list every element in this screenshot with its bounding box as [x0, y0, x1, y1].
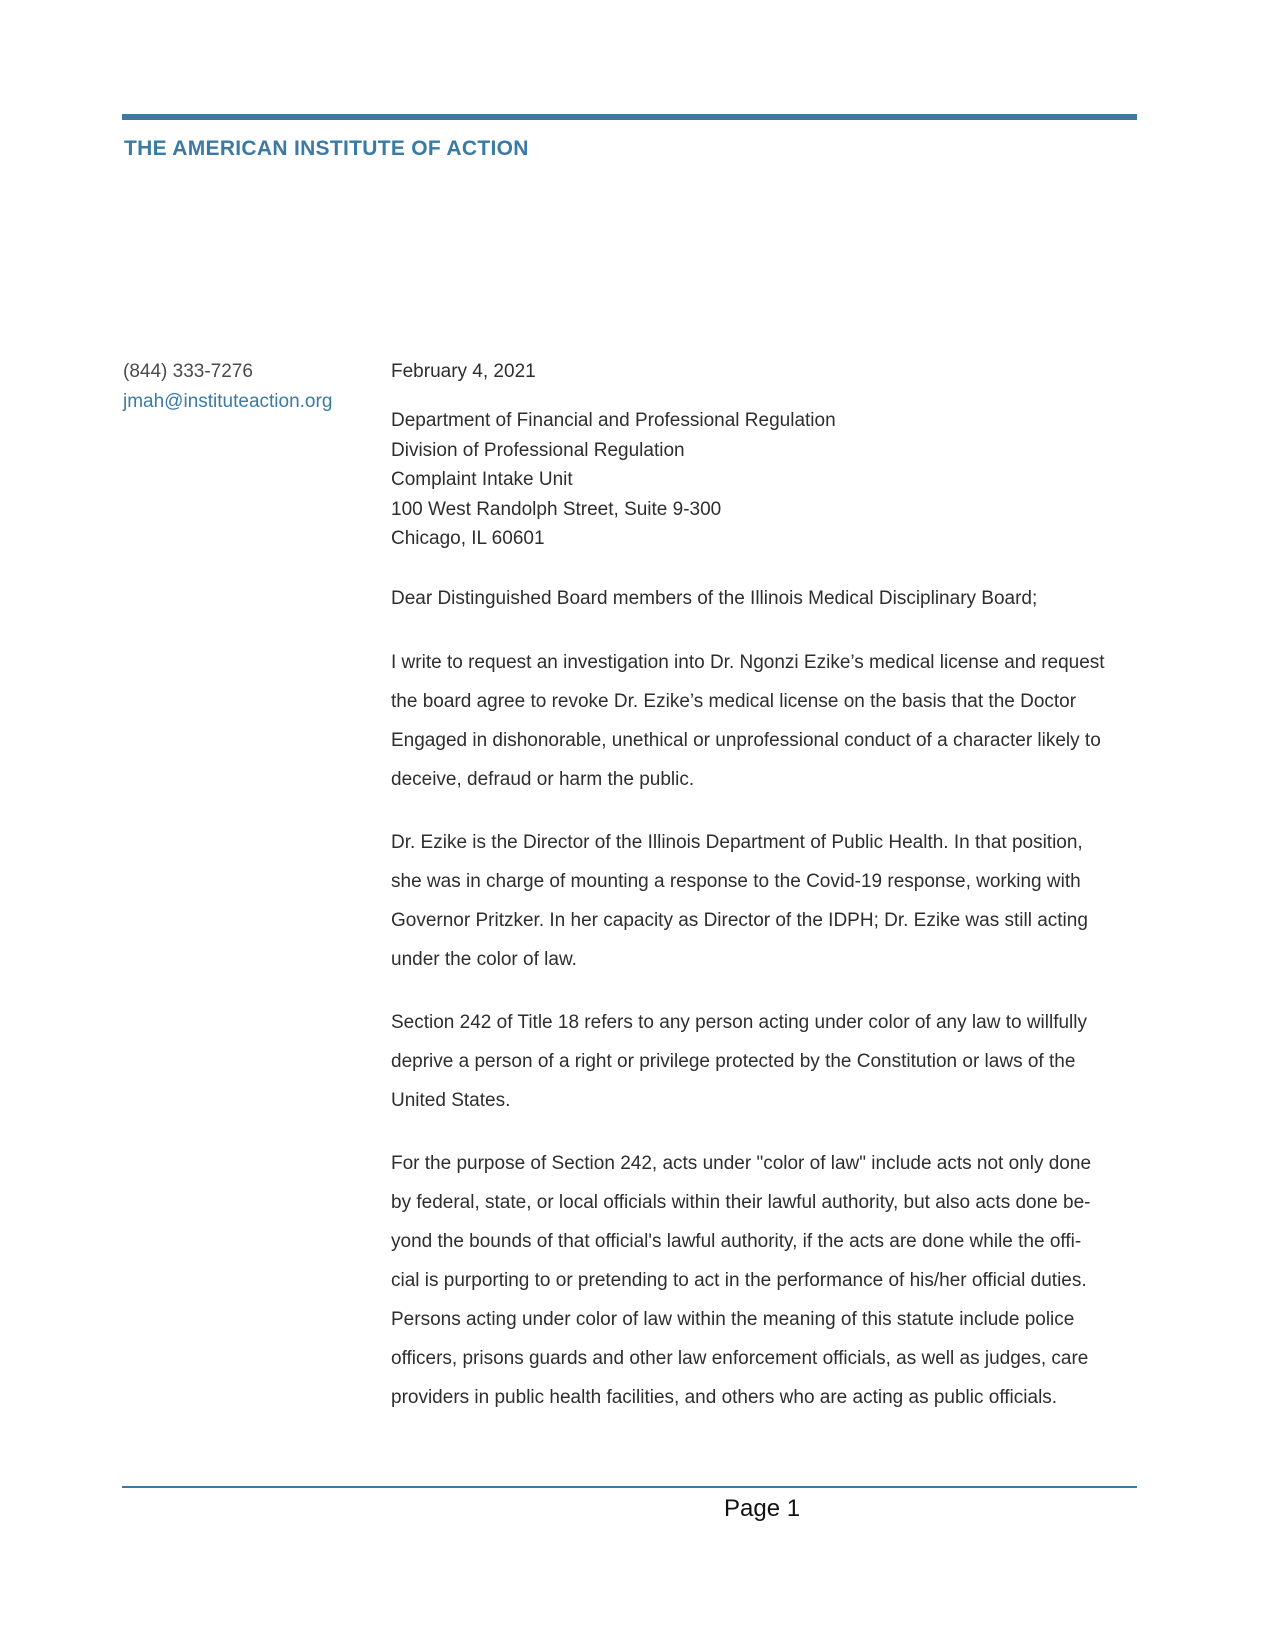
paragraph-line: under the color of law. [391, 948, 577, 970]
recipient-address [391, 406, 1141, 554]
paragraph-line: deceive, defraud or harm the public. [391, 768, 695, 790]
contact-sidebar [123, 357, 373, 417]
paragraph-line: cial is purporting to or pretending to act in the performance of his/her official duties. [391, 1269, 1087, 1291]
paragraph-line: the board agree to revoke Dr. Ezike’s medical license on the basis that the Doctor [391, 690, 1077, 712]
paragraph-line: Persons acting under color of law within the meaning of this statute include police [391, 1308, 1075, 1330]
letter-body [391, 358, 1141, 1441]
salutation: Dear Distinguished Board members of the Illinois Medical Disciplinary Board; [391, 587, 1038, 609]
address-line: 100 West Randolph Street, Suite 9-300 [391, 498, 722, 520]
paragraph [391, 823, 1141, 979]
organization-name: THE AMERICAN INSTITUTE OF ACTION [124, 137, 529, 160]
paragraph-line: Dr. Ezike is the Director of the Illinois Department of Public Health. In that position, [391, 831, 1083, 853]
email-link[interactable]: jmah@instituteaction.org [123, 391, 333, 412]
letter-date: February 4, 2021 [391, 361, 536, 382]
page-number: Page 1 [724, 1495, 801, 1522]
paragraph-line: For the purpose of Section 242, acts under "color of law" include acts not only done [391, 1152, 1092, 1174]
paragraph [391, 1144, 1141, 1417]
address-line: Complaint Intake Unit [391, 469, 573, 490]
paragraph-line: providers in public health facilities, and others who are acting as public officials. [391, 1386, 1058, 1408]
paragraph-line: Section 242 of Title 18 refers to any person acting under color of any law to willfully [391, 1011, 1087, 1033]
paragraph [391, 643, 1141, 799]
paragraph-line: United States. [391, 1089, 511, 1111]
footer-rule [122, 1486, 1137, 1488]
paragraph-line: deprive a person of a right or privilege protected by the Constitution or laws of the [391, 1050, 1076, 1072]
phone-number: (844) 333-7276 [123, 361, 253, 382]
paragraph [391, 1003, 1141, 1120]
address-line: Chicago, IL 60601 [391, 528, 545, 549]
header-rule [122, 114, 1137, 120]
address-line: Department of Financial and Professional Regulation [391, 410, 836, 431]
address-line: Division of Professional Regulation [391, 439, 685, 461]
paragraph-line: I write to request an investigation into Dr. Ngonzi Ezike’s medical license and request [391, 651, 1105, 673]
paragraph-line: Governor Pritzker. In her capacity as Director of the IDPH; Dr. Ezike was still acting [391, 909, 1088, 931]
paragraph-line: officers, prisons guards and other law enforcement officials, as well as judges, care [391, 1347, 1089, 1369]
paragraph-line: yond the bounds of that official's lawful authority, if the acts are done while the offi- [391, 1230, 1082, 1252]
paragraph-line: she was in charge of mounting a response to the Covid-19 response, working with [391, 870, 1081, 892]
paragraph-line: Engaged in dishonorable, unethical or unprofessional conduct of a character likely to [391, 729, 1101, 751]
paragraph-line: by federal, state, or local officials within their lawful authority, but also acts done be- [391, 1191, 1091, 1213]
